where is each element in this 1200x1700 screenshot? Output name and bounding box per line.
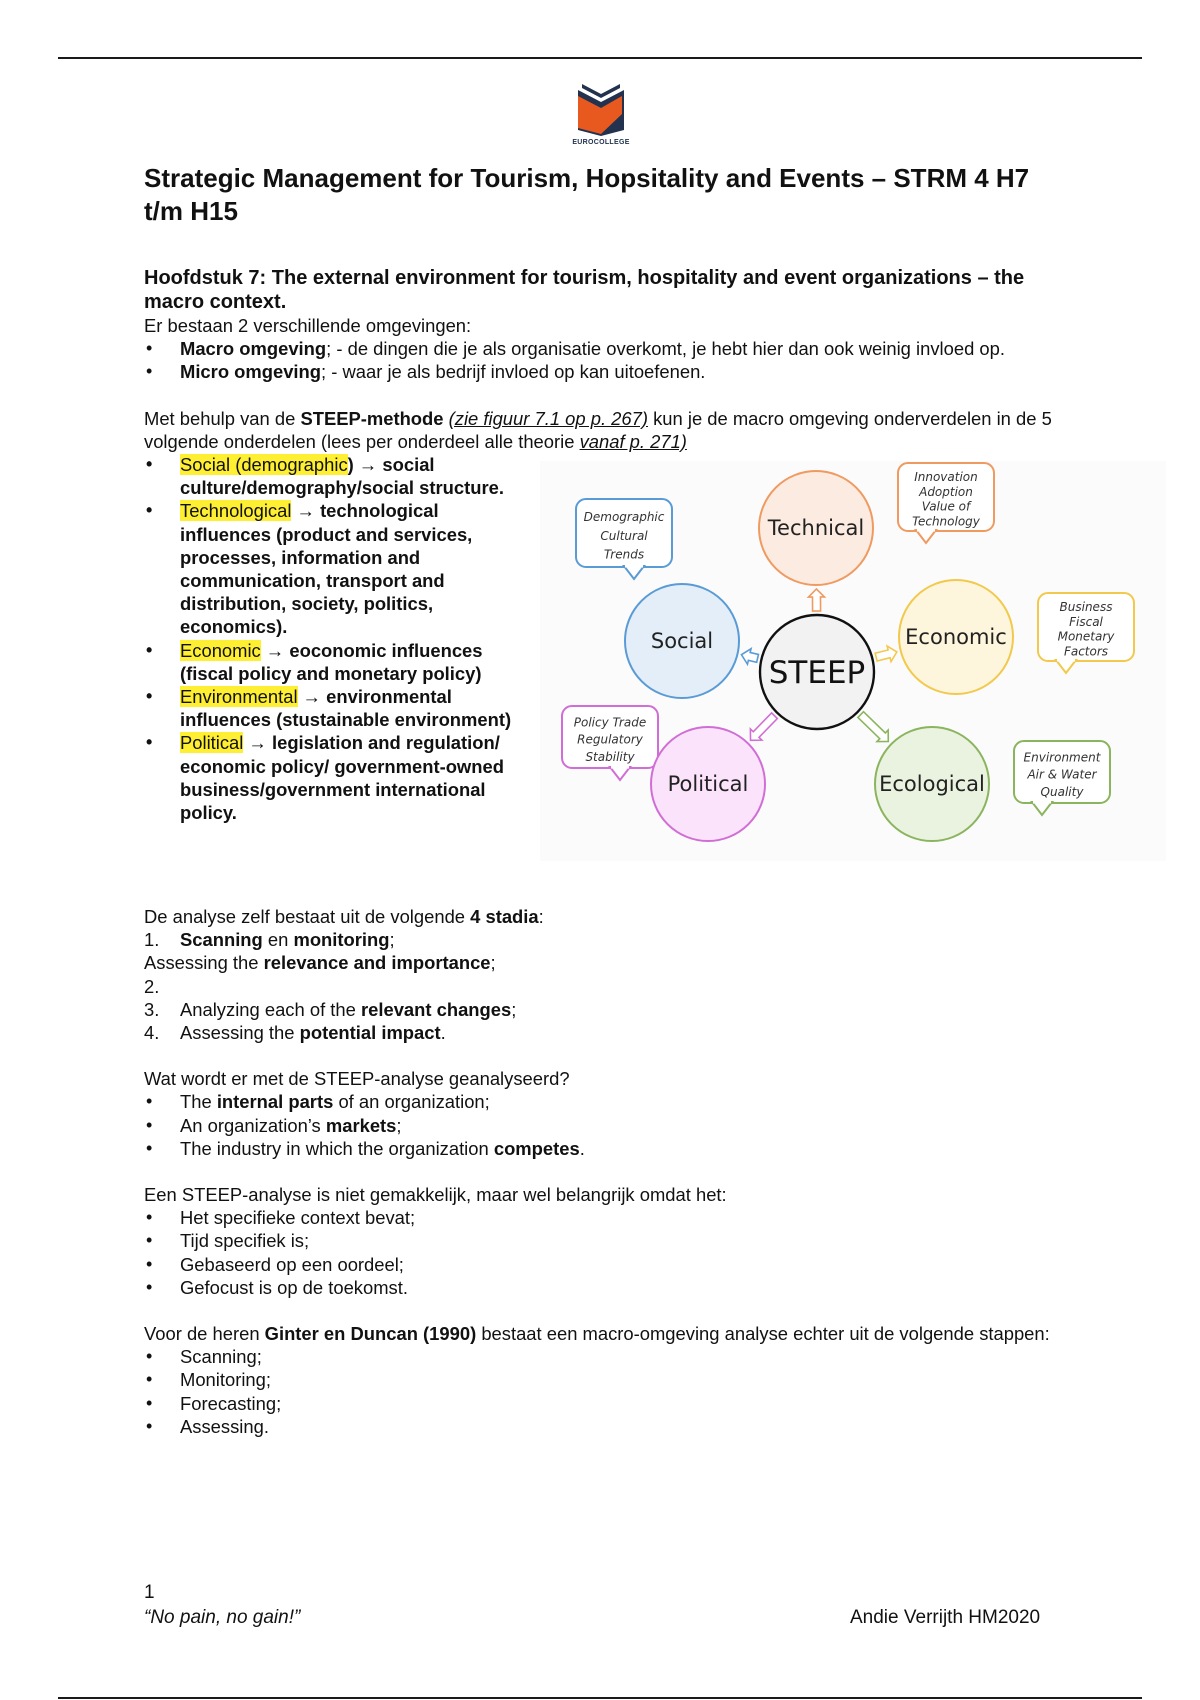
steep-section — [144, 453, 1115, 905]
list-item: • Forecasting; — [144, 1392, 1064, 1415]
center-label: STEEP — [768, 655, 866, 692]
callout-text: Value of — [921, 499, 971, 514]
list-item: • Gefocust is op de toekomst. — [144, 1276, 1064, 1299]
steep-list — [144, 453, 514, 824]
logo-icon — [578, 84, 624, 136]
ginter-intro: Voor de heren Ginter en Duncan (1990) bestaat een macro-omgeving analyse echter uit de volgende stappen: — [144, 1323, 1050, 1345]
top-rule — [58, 57, 1142, 59]
ginter-list — [144, 1345, 1064, 1438]
callout-text: Policy Trade — [573, 715, 647, 730]
important-list — [144, 1206, 1064, 1299]
document-page — [144, 162, 1115, 1438]
callout-text: Cultural — [600, 528, 648, 543]
callout-political — [562, 706, 658, 780]
callout-text: Demographic — [583, 509, 665, 524]
chapter-heading: Hoofdstuk 7: The external environment for tourism, hospitality and event organizations – the macro context. — [144, 267, 1025, 313]
steep-item-economic: • Economic → eoconomic influences (fiscal policy and monetary policy) — [144, 639, 514, 685]
list-item: • An organization’s markets; — [144, 1114, 1064, 1137]
stage-2-text: Assessing the relevance and importance; — [144, 952, 496, 974]
important-intro: Een STEEP-analyse is niet gemakkelijk, maar wel belangrijk omdat het: — [144, 1184, 727, 1206]
node-label: Social — [650, 629, 714, 654]
stage-4: 4. Assessing the potential impact. — [144, 1022, 446, 1044]
environment-list — [144, 337, 1064, 383]
node-label: Economic — [905, 625, 1007, 650]
eurocollege-logo — [558, 84, 644, 146]
figure-reference: (zie figuur 7.1 op p. 267) — [448, 407, 648, 429]
list-item: • The internal parts of an organization; — [144, 1090, 1064, 1113]
stage-2-number: 2. — [144, 975, 160, 997]
steep-intro: Met behulp van de STEEP-methode (zie figuur 7.1 op p. 267) kun je de macro omgeving onderverdelen in de 5 volgende onderdelen (lees per onderdeel alle theorie vanaf p. 271) — [144, 407, 1052, 452]
node-label: Political — [667, 772, 749, 797]
list-item: • Monitoring; — [144, 1368, 1064, 1391]
list-item: • The industry in which the organization competes. — [144, 1137, 1064, 1160]
callout-text: Adoption — [919, 484, 973, 499]
list-item: • Gebaseerd op een oordeel; — [144, 1253, 1064, 1276]
analyzed-list — [144, 1090, 1064, 1160]
stage-1: 1. Scanning en monitoring; — [144, 929, 395, 951]
page-number: 1 — [144, 1582, 155, 1603]
callout-text: Quality — [1040, 784, 1084, 799]
page-reference: vanaf p. 271) — [579, 430, 687, 452]
steep-item-political: • Political → legislation and regulation/ economic policy/ government-owned business/government international policy. — [144, 731, 514, 824]
callout-text: Trends — [603, 547, 645, 562]
callout-technical — [898, 463, 994, 543]
list-item: • Assessing. — [144, 1415, 1064, 1438]
term: Macro omgeving — [180, 338, 327, 360]
bottom-rule — [58, 1697, 1142, 1699]
node-label: Technical — [767, 516, 865, 541]
definition: ; - de dingen die je als organisatie overkomt, je hebt hier dan ook weinig invloed op. — [326, 338, 1005, 360]
stages-intro: De analyse zelf bestaat uit de volgende 4 stadia: — [144, 906, 544, 928]
term: Micro omgeving — [180, 361, 322, 383]
analyzed-intro: Wat wordt er met de STEEP-analyse geanalyseerd? — [144, 1068, 570, 1090]
footer-author: Andie Verrijth HM2020 — [850, 1607, 1041, 1628]
callout-text: Factors — [1063, 644, 1109, 659]
node-label: Ecological — [879, 772, 985, 797]
callout-text: Business — [1059, 600, 1113, 615]
callout-economic — [1038, 593, 1134, 673]
stages-list-continued — [144, 998, 1064, 1044]
list-item — [144, 360, 1064, 383]
stages-list — [144, 928, 1064, 951]
list-item — [144, 337, 1064, 360]
chapter-intro: Er bestaan 2 verschillende omgevingen: — [144, 315, 472, 336]
logo-text: EUROCOLLEGE — [572, 139, 630, 146]
callout-social — [576, 499, 672, 579]
steep-diagram — [540, 461, 1166, 861]
callout-text: Fiscal — [1069, 614, 1103, 629]
list-item: • Scanning; — [144, 1345, 1064, 1368]
callout-text: Technology — [912, 514, 980, 529]
page-title: Strategic Management for Tourism, Hopsitality and Events – STRM 4 H7 t/m H15 — [144, 163, 1030, 226]
callout-text: Air & Water — [1027, 767, 1097, 782]
footer-quote: “No pain, no gain!” — [144, 1607, 301, 1628]
callout-ecological — [1014, 741, 1110, 815]
callout-text: Stability — [585, 749, 635, 764]
stage-3: 3. Analyzing each of the relevant changes; — [144, 998, 517, 1020]
callout-text: Monetary — [1057, 629, 1115, 644]
callout-text: Innovation — [914, 470, 978, 485]
steep-item-social: • Social (demographic) → social culture/demography/social structure. — [144, 453, 514, 499]
definition: ; - waar je als bedrijf invloed op kan uitoefenen. — [321, 361, 706, 383]
callout-text: Environment — [1023, 750, 1101, 765]
steep-item-technological: • Technological → technological influences (product and services, processes, information and communication, transport and distribution, society, politics, economics). — [144, 499, 514, 638]
list-item: • Tijd specifiek is; — [144, 1229, 1064, 1252]
steep-item-environmental: • Environmental → environmental influences (stustainable environment) — [144, 685, 514, 731]
list-item: • Het specifieke context bevat; — [144, 1206, 1064, 1229]
callout-text: Regulatory — [577, 732, 643, 747]
